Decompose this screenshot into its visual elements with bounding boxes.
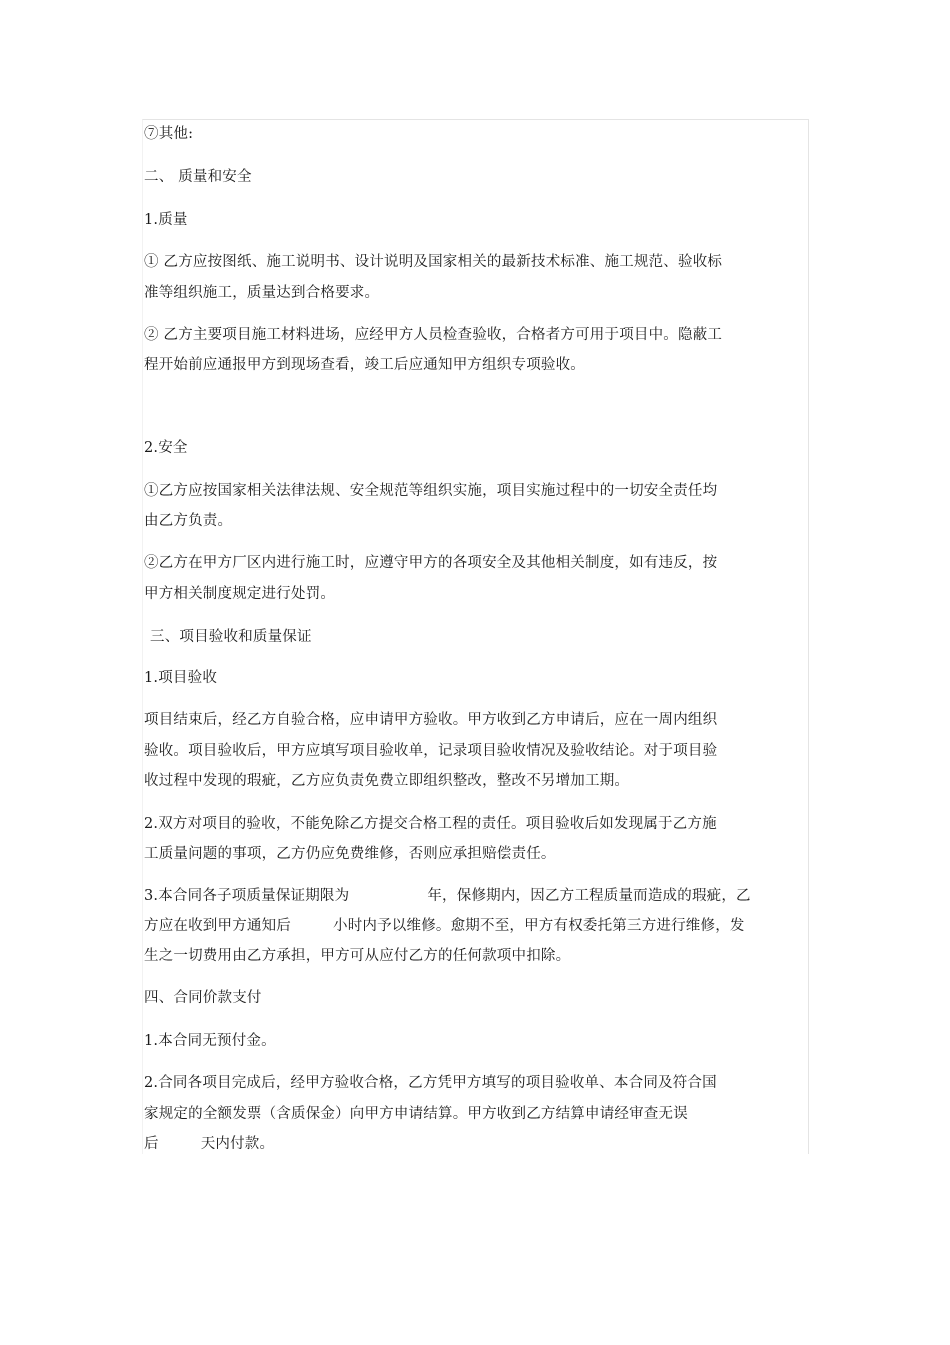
text-fragment: 后 [144,1136,159,1152]
paragraph-line [144,886,751,906]
paragraph-line: 由乙方负责。 [144,513,233,529]
paragraph-line: 甲方相关制度规定进行处罚。 [144,586,336,602]
paragraph-line [144,916,745,936]
text-fragment: 天内付款。 [200,1136,275,1152]
paragraph-line: 项目结束后，经乙方自验合格，应申请甲方验收。甲方收到乙方申请后，应在一周内组织 [144,712,718,728]
paragraph-line: ② 乙方主要项目施工材料进场，应经甲方人员检查验收，合格者方可用于项目中。隐蔽工 [144,327,723,343]
paragraph-line: 2.双方对项目的验收，不能免除乙方提交合格工程的责任。项目验收后如发现属于乙方施 [144,816,717,832]
paragraph-line: 生之一切费用由乙方承担，甲方可从应付乙方的任何款项中扣除。 [144,948,571,964]
text-fragment: 方应在收到甲方通知后 [144,918,291,934]
paragraph-line: 准等组织施工，质量达到合格要求。 [144,285,380,301]
section-heading-payment: 四、合同价款支付 [144,990,262,1006]
text-fragment: 小时内予以维修。愈期不至，甲方有权委托第三方进行维修，发 [333,918,745,934]
text-fragment: 3.本合同各子项质量保证期限为 [144,888,350,904]
paragraph-line: ②乙方在甲方厂区内进行施工时，应遵守甲方的各项安全及其他相关制度，如有违反，按 [144,555,718,571]
paragraph-line: 验收。项目验收后，甲方应填写项目验收单，记录项目验收情况及验收结论。对于项目验 [144,743,718,759]
subheading-safety: 2.安全 [144,440,188,456]
paragraph-line: ①乙方应按国家相关法律法规、安全规范等组织实施，项目实施过程中的一切安全责任均 [144,483,718,499]
paragraph-line: ① 乙方应按图纸、施工说明书、设计说明及国家相关的最新技术标准、施工规范、验收标 [144,254,723,270]
item-other: ⑦其他: [144,126,194,142]
subheading-quality: 1.质量 [144,212,188,228]
paragraph-line: 工质量问题的事项，乙方仍应免费维修，否则应承担赔偿责任。 [144,846,556,862]
paragraph-line: 家规定的全额发票（含质保金）向甲方申请结算。甲方收到乙方结算申请经审查无误 [144,1106,688,1122]
subheading-project-acceptance: 1.项目验收 [144,670,218,686]
paragraph-line [144,1134,274,1154]
section-heading-acceptance: 三、项目验收和质量保证 [150,629,312,645]
text-fragment: 年，保修期内，因乙方工程质量而造成的瑕疵，乙 [427,888,751,904]
paragraph-line: 1.本合同无预付金。 [144,1033,276,1049]
section-heading-quality-safety: 二、 质量和安全 [144,169,252,185]
paragraph-line: 收过程中发现的瑕疵，乙方应负责免费立即组织整改，整改不另增加工期。 [144,773,630,789]
paragraph-line: 2.合同各项目完成后，经甲方验收合格，乙方凭甲方填写的项目验收单、本合同及符合国 [144,1075,717,1091]
paragraph-line: 程开始前应通报甲方到现场查看，竣工后应通知甲方组织专项验收。 [144,357,585,373]
